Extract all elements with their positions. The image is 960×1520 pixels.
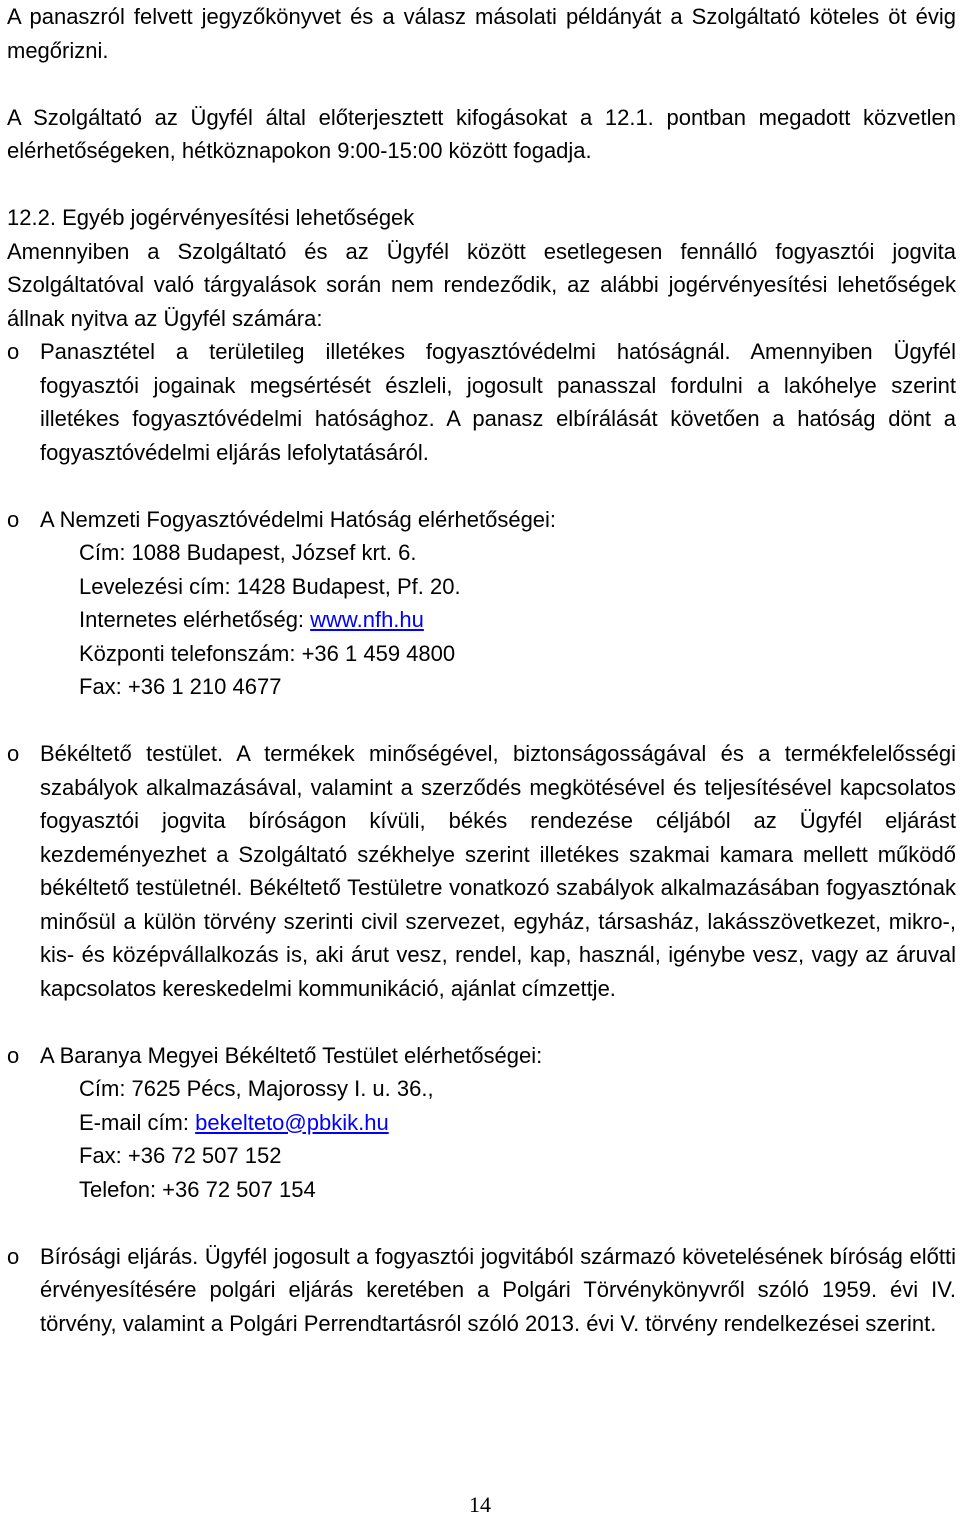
nfh-address: Cím: 1088 Budapest, József krt. 6. [79, 540, 417, 565]
bullet-marker: o [7, 506, 20, 532]
section-title: Egyéb jogérvényesítési lehetőségek [62, 205, 415, 230]
spacer [7, 1005, 956, 1039]
nfh-mail-address: Levelezési cím: 1428 Budapest, Pf. 20. [79, 573, 461, 599]
baranya-title: A Baranya Megyei Békéltető Testület elérhetőségei: [40, 1042, 543, 1068]
nfh-web [79, 603, 956, 637]
page-number: 14 [469, 1492, 491, 1517]
list-item-conciliation [7, 737, 956, 1005]
section-heading [7, 201, 956, 235]
list-item-court [7, 1240, 956, 1341]
nfh-contact-block [40, 536, 956, 704]
nfh-title: A Nemzeti Fogyasztóvédelmi Hatóság elérhetőségei: [40, 506, 557, 532]
intro-paragraph-2: A Szolgáltató az Ügyfél által előterjesztett kifogásokat a 12.1. pontban megadott közvetlen elérhetőségeken, hétköznapokon 9:00-15:00 között fogadja. [7, 104, 956, 163]
baranya-email-label: E-mail cím: [79, 1109, 196, 1135]
court-text: Bírósági eljárás. Ügyfél jogosult a fogyasztói jogvitából származó követelésének bíróság előtti érvényesítésére polgári eljárás keretében a Polgári Törvénykönyvről szóló 1959. évi IV. törvény, valamint a Polgári Perrendtartásról szóló 2013. évi V. törvény rendelkezései szerint. [40, 1243, 956, 1336]
baranya-address: Cím: 7625 Pécs, Majorossy I. u. 36., [79, 1076, 434, 1101]
intro-paragraph-1: A panaszról felvett jegyzőkönyvet és a válasz másolati példányát a Szolgáltató köteles öt évig megőrizni. [7, 4, 956, 63]
baranya-email [79, 1106, 956, 1140]
baranya-phone: Telefon: +36 72 507 154 [79, 1176, 316, 1202]
nfh-phone: Központi telefonszám: +36 1 459 4800 [79, 640, 456, 666]
bullet-marker: o [7, 339, 20, 364]
spacer [7, 1206, 956, 1240]
bullet-marker: o [7, 741, 20, 766]
list-item-nfh [7, 503, 956, 704]
nfh-web-link[interactable]: www.nfh.hu [310, 607, 424, 632]
list-item-complaint [7, 335, 956, 469]
document-page [7, 0, 956, 1340]
baranya-email-link[interactable]: bekelteto@pbkik.hu [195, 1109, 389, 1135]
section-body: Amennyiben a Szolgáltató és az Ügyfél között esetlegesen fennálló fogyasztói jogvita Szolgáltatóval való tárgyalások során nem rendeződik, az alábbi jogérvényesítési lehetőségek állnak nyitva az Ügyfél számára: [7, 238, 956, 331]
spacer [7, 704, 956, 738]
spacer [7, 469, 956, 503]
spacer [7, 168, 956, 202]
list-item-baranya [7, 1039, 956, 1207]
section-number: 12.2. [7, 205, 56, 230]
nfh-fax: Fax: +36 1 210 4677 [79, 674, 282, 699]
nfh-web-label: Internetes elérhetőség: [79, 607, 311, 632]
spacer [7, 67, 956, 101]
conciliation-text: Békéltető testület. A termékek minőségével, biztonságosságával és a termékfelelősségi szabályok alkalmazásával, valamint a szerződés megkötésével és teljesítésével kapcsolatos fogyasztói jogvita bíróságon kívüli, békés rendezése céljából az Ügyfél eljárást kezdeményezhet a Szolgáltató székhelye szerint illetékes szakmai kamara mellett működő békéltető testületnél. Békéltető Testületre vonatkozó szabályok alkalmazásában fogyasztónak minősül a külön törvény szerinti civil szervezet, egyház, társasház, lakásszövetkezet, mikro-, kis- és középvállalkozás is, aki árut vesz, rendel, kap, használ, igénybe vesz, vagy az áruval kapcsolatos kereskedelmi kommunikáció, ajánlat címzettje. [40, 741, 956, 1001]
bullet-marker: o [7, 1243, 20, 1269]
complaint-text: Panasztétel a területileg illetékes fogyasztóvédelmi hatóságnál. Amennyiben Ügyfél fogyasztói jogainak megsértését észleli, jogosult panasszal fordulni a lakóhelye szerint illetékes fogyasztóvédelmi hatósághoz. A panasz elbírálását követően a hatóság dönt a fogyasztóvédelmi eljárás lefolytatásáról. [40, 339, 956, 465]
baranya-contact-block [40, 1072, 956, 1206]
baranya-fax: Fax: +36 72 507 152 [79, 1143, 282, 1168]
bullet-marker: o [7, 1042, 20, 1068]
